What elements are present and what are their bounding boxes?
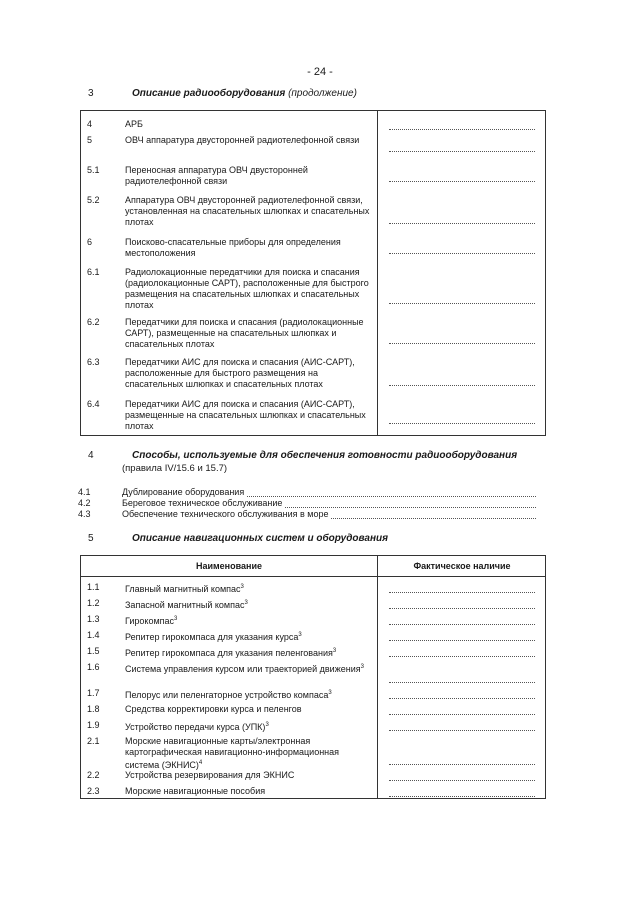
item-description [125, 598, 365, 611]
item-description-text: Гирокомпас [125, 616, 175, 626]
table-row [81, 736, 545, 768]
item-description-text: Устройство передачи курса (УПК) [125, 722, 266, 732]
availability-field[interactable] [389, 608, 535, 609]
item-number: 6.3 [87, 357, 100, 367]
item-description-text: Репитер гирокомпаса для указания пеленгования [125, 648, 333, 658]
section-title: Описание навигационных систем и оборудования [132, 533, 388, 544]
item-number: 2.2 [87, 770, 100, 780]
table-row [81, 704, 545, 718]
section-number: 4 [88, 450, 94, 461]
item-description [125, 720, 365, 733]
item-description: Переносная аппаратура ОВЧ двусторонней радиотелефонной связи [125, 165, 308, 186]
item-description-text: Морские навигационные пособия [125, 786, 266, 796]
item-label [122, 487, 246, 498]
item-label-text: Дублирование оборудования [122, 487, 245, 497]
item-number: 1.6 [87, 662, 100, 672]
item-description: Аппаратура ОВЧ двусторонней радиотелефонной связи, установленная на спасательных шлюпках и спасательных плотах [125, 195, 370, 227]
footnote-marker: 3 [298, 632, 302, 638]
item-description [125, 704, 365, 715]
item-description-text: Главный магнитный компас [125, 584, 241, 594]
item-number: 1.2 [87, 598, 100, 608]
availability-field[interactable] [389, 129, 535, 130]
table-row [81, 582, 545, 596]
item-description [125, 786, 365, 797]
section-5-heading [88, 533, 558, 547]
list-item [78, 509, 536, 520]
column-header-name: Наименование [195, 561, 263, 571]
section-number: 3 [88, 88, 94, 99]
item-number: 1.1 [87, 582, 100, 592]
item-number: 6.4 [87, 399, 100, 409]
item-description [125, 646, 365, 659]
availability-field[interactable] [389, 343, 535, 344]
item-description [125, 770, 365, 781]
item-description-text: Пелорус или пеленгаторное устройство компаса [125, 690, 329, 700]
item-number: 1.4 [87, 630, 100, 640]
availability-field[interactable] [389, 151, 535, 152]
availability-field[interactable] [389, 423, 535, 424]
availability-field[interactable] [389, 223, 535, 224]
footnote-marker: 3 [174, 616, 178, 622]
item-number: 4.3 [78, 509, 91, 519]
footnote-marker: 3 [328, 690, 332, 696]
item-number: 4.2 [78, 498, 91, 508]
list-item [78, 498, 536, 509]
footnote-marker: 3 [240, 584, 244, 590]
section-title: Способы, используемые для обеспечения готовности радиооборудования [132, 450, 518, 461]
item-description [125, 688, 365, 701]
item-number: 2.3 [87, 786, 100, 796]
item-number: 1.3 [87, 614, 100, 624]
table-row [81, 317, 545, 355]
section-4-subtitle: (правила IV/15.6 и 15.7) [122, 463, 228, 474]
item-description: ОВЧ аппаратура двусторонней радиотелефонной связи [125, 135, 360, 145]
availability-field[interactable] [389, 253, 535, 254]
item-number: 5.1 [87, 165, 100, 175]
table-row [81, 357, 545, 397]
section-4-heading [88, 450, 558, 464]
availability-field[interactable] [389, 682, 535, 683]
item-description [125, 662, 365, 675]
radio-equipment-table [80, 110, 546, 436]
availability-field[interactable] [389, 656, 535, 657]
availability-field[interactable] [389, 592, 535, 593]
item-number: 1.5 [87, 646, 100, 656]
column-header-availability: Фактическое наличие [413, 561, 511, 571]
table-row [81, 399, 545, 435]
availability-field[interactable] [389, 698, 535, 699]
availability-field[interactable] [389, 780, 535, 781]
footnote-marker: 3 [332, 648, 337, 654]
availability-field[interactable] [389, 303, 535, 304]
item-number: 1.8 [87, 704, 100, 714]
item-number: 1.7 [87, 688, 100, 698]
item-description: АРБ [125, 119, 143, 129]
availability-field[interactable] [389, 796, 535, 797]
availability-field[interactable] [389, 181, 535, 182]
table-row [81, 786, 545, 800]
footnote-marker: 3 [265, 722, 269, 728]
availability-field[interactable] [389, 714, 535, 715]
footnote-marker: 3 [244, 600, 248, 606]
item-number: 4.1 [78, 487, 91, 497]
item-description: Передатчики АИС для поиска и спасания (АИС-САРТ), расположенные для быстрого размещения на спасательных шлюпках и спасательных плотах [125, 357, 355, 389]
item-number: 6.1 [87, 267, 100, 277]
item-number: 5.2 [87, 195, 100, 205]
table-row [81, 165, 545, 193]
table-row [81, 770, 545, 784]
section-3-heading [88, 88, 548, 102]
item-number: 5 [87, 135, 93, 145]
page-number: - 24 - [307, 66, 333, 78]
table-row [81, 630, 545, 644]
section-continuation: (продолжение) [288, 88, 357, 99]
item-number: 6.2 [87, 317, 100, 327]
item-number: 1.9 [87, 720, 100, 730]
item-description-text: Запасной магнитный компас [125, 600, 245, 610]
footnote-marker: 3 [360, 664, 364, 670]
item-description-text: Репитер гирокомпаса для указания курса [125, 632, 299, 642]
table-row [81, 688, 545, 702]
footnote-marker: 4 [198, 760, 203, 766]
list-item [78, 487, 536, 498]
navigation-equipment-table [80, 555, 546, 799]
header-divider [81, 576, 545, 577]
item-description-text: Морские навигационные карты/электронная картографическая навигационно-информационная система (ЭКНИС) [125, 736, 340, 770]
table-row [81, 237, 545, 265]
item-description [125, 630, 365, 643]
item-description: Радиолокационные передатчики для поиска и спасания (радиолокационные САРТ), расположенные для быстрого размещения на спасательных шлюпках и спасательных плотах [125, 267, 369, 310]
item-label [122, 509, 331, 520]
item-label [122, 498, 284, 509]
section-number: 5 [88, 533, 94, 544]
table-row [81, 195, 545, 235]
table-row [81, 662, 545, 686]
item-number: 6 [87, 237, 93, 247]
item-description [125, 614, 365, 627]
item-description [125, 736, 365, 771]
item-label-text: Обеспечение технического обслуживания в море [122, 509, 329, 519]
table-row [81, 646, 545, 660]
table-row [81, 267, 545, 315]
item-label-text: Береговое техническое обслуживание [122, 498, 283, 508]
item-description: Поисково-спасательные приборы для определения местоположения [125, 237, 341, 258]
availability-field[interactable] [389, 730, 535, 731]
section-title [132, 88, 357, 99]
section-title-text: Описание радиооборудования [132, 88, 286, 99]
table-row [81, 720, 545, 734]
item-description-text: Устройства резервирования для ЭКНИС [125, 770, 295, 780]
table-row [81, 135, 545, 163]
table-row [81, 598, 545, 612]
item-description-text: Система управления курсом или траекторией движения [125, 664, 361, 674]
table-row [81, 119, 545, 133]
item-description-text: Средства корректировки курса и пеленгов [125, 704, 302, 714]
item-description: Передатчики для поиска и спасания (радиолокационные САРТ), размещенные на спасательных шлюпках и спасательных плотах [125, 317, 364, 349]
availability-field[interactable] [389, 385, 535, 386]
availability-field[interactable] [389, 624, 535, 625]
availability-field[interactable] [389, 640, 535, 641]
item-description: Передатчики АИС для поиска и спасания (АИС-САРТ), размещенные на спасательных шлюпках и спасательных плотах [125, 399, 366, 431]
item-description [125, 582, 365, 595]
availability-field[interactable] [389, 764, 535, 765]
item-number: 4 [87, 119, 93, 129]
table-row [81, 614, 545, 628]
item-number: 2.1 [87, 736, 100, 746]
